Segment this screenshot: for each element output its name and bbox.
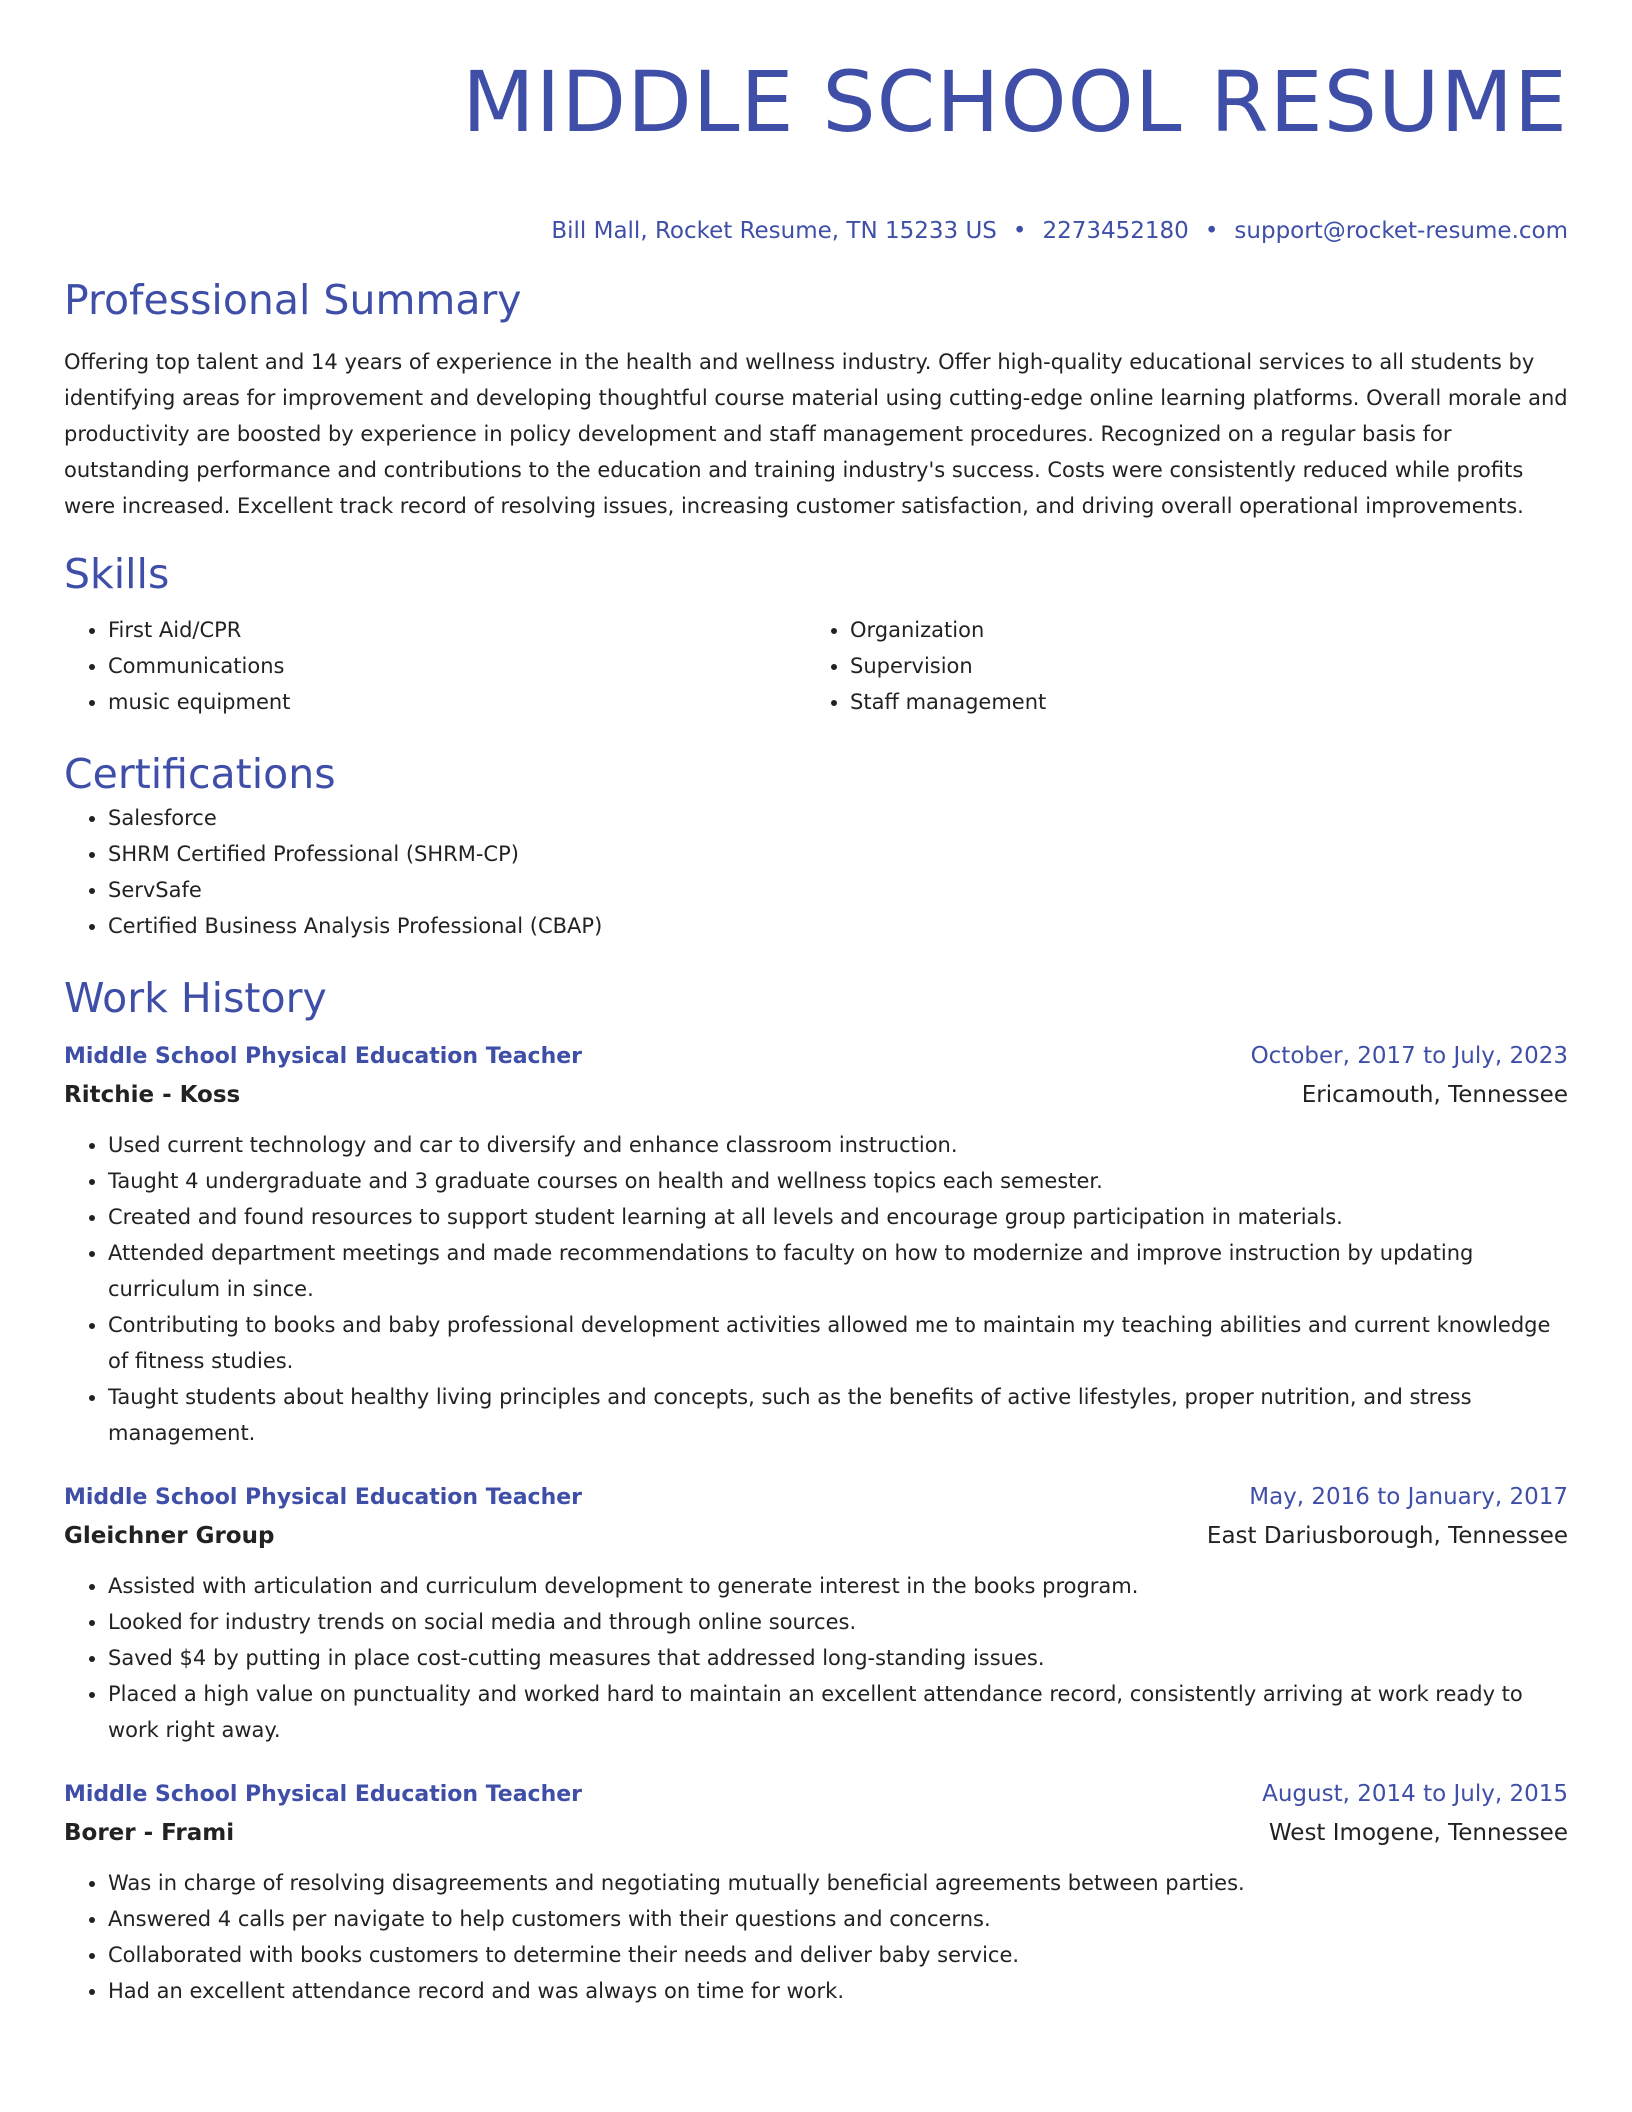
job-title: Middle School Physical Education Teacher	[64, 1782, 583, 1807]
job-company-row	[64, 1075, 1568, 1115]
job-bullets	[64, 1865, 1568, 2009]
skills-grid	[64, 612, 1568, 720]
job-bullet: • Had an excellent attendance record and was always on time for work.	[108, 1973, 1568, 2009]
resume-header	[64, 0, 1568, 246]
skill-item: • Organization	[850, 612, 1548, 648]
certification-item: • Certified Business Analysis Professional (CBAP)	[108, 908, 1568, 944]
resume-title: MIDDLE SCHOOL RESUME	[462, 53, 1568, 151]
skill-item: • music equipment	[108, 684, 806, 720]
job-bullet: • Taught students about healthy living principles and concepts, such as the benefits of active lifestyles, proper nutrition, and stress management.	[108, 1379, 1568, 1451]
job-title: Middle School Physical Education Teacher	[64, 1485, 583, 1510]
job-bullet: • Saved $4 by putting in place cost-cutting measures that addressed long-standing issues.	[108, 1640, 1568, 1676]
contact-address: Bill Mall, Rocket Resume, TN 15233 US	[551, 218, 997, 244]
job-header-row	[64, 1776, 1568, 1813]
skills-list-right	[806, 612, 1548, 720]
certification-item: • ServSafe	[108, 872, 1568, 908]
summary-text: Offering top talent and 14 years of experience in the health and wellness industry. Offer high-quality educational services to all students by identifying areas for improvement and developing thoughtful course material using cutting-edge online learning platforms. Overall morale and productivity are boosted by experience in policy development and staff management procedures. Recognized on a regular basis for outstanding performance and contributions to the education and training industry's success. Costs were consistently reduced while profits were increased. Excellent track record of resolving issues, increasing customer satisfaction, and driving overall operational improvements.	[64, 350, 1568, 518]
certification-item: • SHRM Certified Professional (SHRM-CP)	[108, 836, 1568, 872]
job-entry	[64, 1776, 1568, 2009]
job-bullet: • Attended department meetings and made recommendations to faculty on how to modernize and improve instruction by updating curriculum in since.	[108, 1235, 1568, 1307]
job-company: Ritchie - Koss	[64, 1082, 241, 1108]
skills-column-right	[806, 612, 1548, 720]
contact-phone: 2273452180	[1042, 218, 1189, 244]
job-bullet: • Used current technology and car to diversify and enhance classroom instruction.	[108, 1127, 1568, 1163]
job-bullet: • Created and found resources to support student learning at all levels and encourage group participation in materials.	[108, 1199, 1568, 1235]
job-company-row	[64, 1516, 1568, 1556]
skills-section	[64, 548, 1568, 720]
resume-content	[64, 0, 1568, 2009]
job-location: Ericamouth, Tennessee	[1301, 1082, 1568, 1108]
job-bullets	[64, 1127, 1568, 1451]
job-bullet: • Collaborated with books customers to determine their needs and deliver baby service.	[108, 1937, 1568, 1973]
job-bullet: • Answered 4 calls per navigate to help customers with their questions and concerns.	[108, 1901, 1568, 1937]
job-dates: August, 2014 to July, 2015	[1262, 1781, 1568, 1807]
skill-item: • First Aid/CPR	[108, 612, 806, 648]
job-bullets	[64, 1568, 1568, 1748]
contact-line	[64, 216, 1568, 246]
skill-item: • Staff management	[850, 684, 1548, 720]
job-header-row	[64, 1038, 1568, 1075]
job-title: Middle School Physical Education Teacher	[64, 1044, 583, 1069]
section-title-work-history: Work History	[64, 974, 327, 1022]
certifications-section	[64, 748, 1568, 944]
job-entry	[64, 1479, 1568, 1748]
job-bullet: • Placed a high value on punctuality and worked hard to maintain an excellent attendance record, consistently arriving at work ready to work right away.	[108, 1676, 1568, 1748]
job-bullet: • Was in charge of resolving disagreements and negotiating mutually beneficial agreements between parties.	[108, 1865, 1568, 1901]
skills-column-left	[64, 612, 806, 720]
job-dates: May, 2016 to January, 2017	[1249, 1484, 1568, 1510]
section-title-summary: Professional Summary	[64, 276, 522, 324]
certifications-list	[64, 800, 1568, 944]
contact-separator: •	[1204, 218, 1219, 244]
job-location: West Imogene, Tennessee	[1268, 1820, 1568, 1846]
skill-item: • Communications	[108, 648, 806, 684]
job-company: Gleichner Group	[64, 1523, 275, 1549]
certification-item: • Salesforce	[108, 800, 1568, 836]
job-company: Borer - Frami	[64, 1820, 235, 1846]
section-title-skills: Skills	[64, 550, 170, 598]
job-bullet: • Assisted with articulation and curriculum development to generate interest in the books program.	[108, 1568, 1568, 1604]
job-location: East Dariusborough, Tennessee	[1206, 1523, 1568, 1549]
skill-item: • Supervision	[850, 648, 1548, 684]
job-header-row	[64, 1479, 1568, 1516]
job-bullet: • Taught 4 undergraduate and 3 graduate courses on health and wellness topics each semester.	[108, 1163, 1568, 1199]
contact-email: support@rocket-resume.com	[1234, 218, 1568, 244]
job-bullet: • Looked for industry trends on social media and through online sources.	[108, 1604, 1568, 1640]
summary-section	[64, 274, 1568, 524]
job-dates: October, 2017 to July, 2023	[1250, 1043, 1568, 1069]
skills-list-left	[64, 612, 806, 720]
job-company-row	[64, 1813, 1568, 1853]
section-title-certifications: Certifications	[64, 750, 336, 798]
job-bullet: • Contributing to books and baby professional development activities allowed me to maintain my teaching abilities and current knowledge of fitness studies.	[108, 1307, 1568, 1379]
contact-separator: •	[1012, 218, 1027, 244]
job-entry	[64, 1038, 1568, 1451]
work-history-section	[64, 972, 1568, 2009]
